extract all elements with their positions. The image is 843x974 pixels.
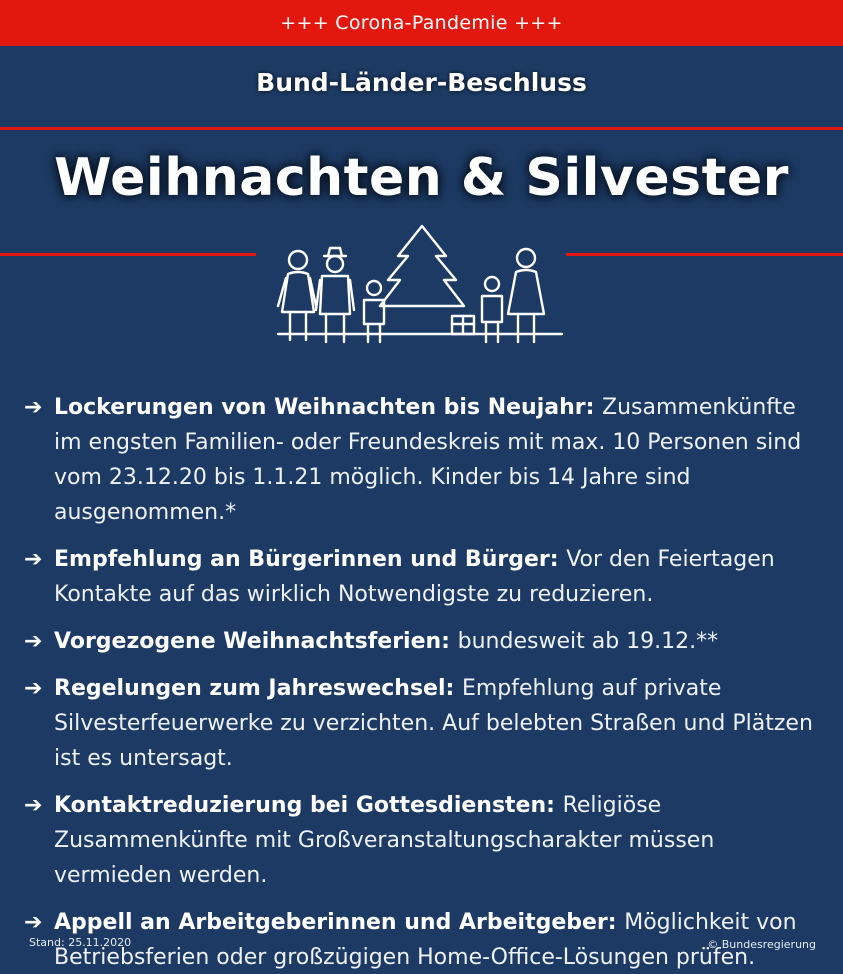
list-item-label: Kontaktreduzierung bei Gottesdiensten: xyxy=(54,793,563,818)
copyright-notice: © Bundesregierung xyxy=(707,938,816,951)
list-item-body xyxy=(54,390,829,530)
subheading: Bund-Länder-Beschluss xyxy=(256,68,587,97)
arrow-right-icon: ➔ xyxy=(24,547,43,572)
divider-left xyxy=(0,253,256,256)
arrow-right-icon: ➔ xyxy=(24,676,43,701)
list-item xyxy=(24,788,829,893)
list-item-label: Empfehlung an Bürgerinnen und Bürger: xyxy=(54,547,567,572)
list-item-label: Regelungen zum Jahreswechsel: xyxy=(54,676,462,701)
list-item-body xyxy=(54,671,829,776)
banner-text: +++ Corona-Pandemie +++ xyxy=(280,12,563,34)
divider-right xyxy=(566,253,843,256)
arrow-right-icon: ➔ xyxy=(24,629,43,654)
list-item-body xyxy=(54,542,829,612)
list-item-label: Lockerungen von Weihnachten bis Neujahr: xyxy=(54,395,603,420)
list-item-text: Religiöse Zusammenkünfte mit Großveranstaltungscharakter müssen vermieden werden. xyxy=(54,793,715,888)
list-item-label: Appell an Arbeitgeberinnen und Arbeitgeber: xyxy=(54,910,625,935)
measures-list xyxy=(24,390,829,974)
list-item-text: bundesweit ab 19.12.** xyxy=(457,629,719,654)
arrow-right-icon: ➔ xyxy=(24,793,43,818)
page-title: Weihnachten & Silvester xyxy=(54,148,789,208)
list-item xyxy=(24,390,829,530)
divider-top xyxy=(0,127,843,130)
list-item xyxy=(24,671,829,776)
list-item-body xyxy=(54,624,829,659)
list-item-label: Vorgezogene Weihnachtsferien: xyxy=(54,629,458,654)
list-item-text: Vor den Feiertagen Kontakte auf das wirklich Notwendigste zu reduzieren. xyxy=(54,547,775,607)
family-christmas-tree-icon xyxy=(270,222,570,352)
top-banner xyxy=(0,0,843,46)
list-item xyxy=(24,542,829,612)
list-item-text: Zusammenkünfte im engsten Familien- oder Freundeskreis mit max. 10 Personen sind vom 23.12.20 bis 1.1.21 möglich. Kinder bis 14 Jahre sind ausgenommen.* xyxy=(54,395,802,525)
list-item xyxy=(24,624,829,659)
arrow-right-icon: ➔ xyxy=(24,395,43,420)
list-item-body xyxy=(54,788,829,893)
list-item-text: Möglichkeit von Betriebsferien oder großzügigen Home-Office-Lösungen prüfen. xyxy=(54,910,797,970)
arrow-right-icon: ➔ xyxy=(24,910,43,935)
list-item-text: Empfehlung auf private Silvesterfeuerwerke zu verzichten. Auf belebten Straßen und Plätzen ist es untersagt. xyxy=(54,676,813,771)
date-stamp: Stand: 25.11.2020 xyxy=(29,936,132,949)
